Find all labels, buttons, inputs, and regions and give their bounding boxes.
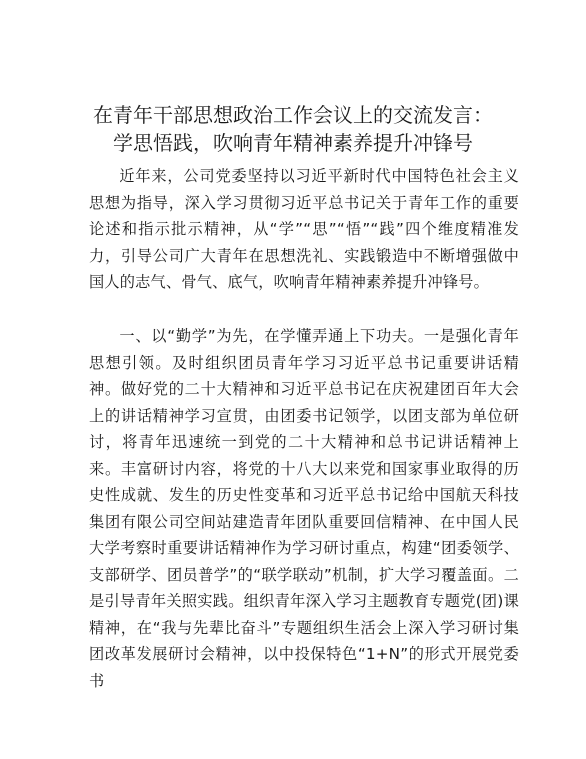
document-body xyxy=(89,163,519,743)
document-title-line-1: 在青年干部思想政治工作会议上的交流发言： xyxy=(93,103,493,127)
document-title-line-2: 学思悟践，吹响青年精神素养提升冲锋号 xyxy=(113,131,473,155)
paragraph-intro: 近年来，公司党委坚持以习近平新时代中国特色社会主义思想为指导，深入学习贯彻习近平总书记关于青年工作的重要论述和指示批示精神，从“学”“思”“悟”“践”四个维度精准发力，引导公司广大青年在思想洗礼、实践锻造中不断增强做中国人的志气、骨气、底气，吹响青年精神素养提升冲锋号。 xyxy=(89,167,519,291)
paragraph-section-1: 一、以“勤学”为先，在学懂弄通上下功夫。一是强化青年思想引领。及时组织团员青年学习习近平总书记重要讲话精神。做好党的二十大精神和习近平总书记在庆祝建团百年大会上的讲话精神学习宣贯，由团委书记领学，以团支部为单位研讨，将青年迅速统一到党的二十大精神和总书记讲话精神上来。丰富研讨内容，将党的十八大以来党和国家事业取得的历史性成就、发生的历史性变革和习近平总书记给中国航天科技集团有限公司空间站建造青年团队重要回信精神、在中国人民大学考察时重要讲话精神作为学习研讨重点，构建“团委领学、支部研学、团员普学”的“联学联动”机制，扩大学习覆盖面。二是引导青年关照实践。组织青年深入学习主题教育专题党(团)课精神，在“我与先辈比奋斗”专题组织生活会上深入学习研讨集团改革发展研讨会精神，以中投保特色“1+N”的形式开展党委书 xyxy=(89,327,519,690)
